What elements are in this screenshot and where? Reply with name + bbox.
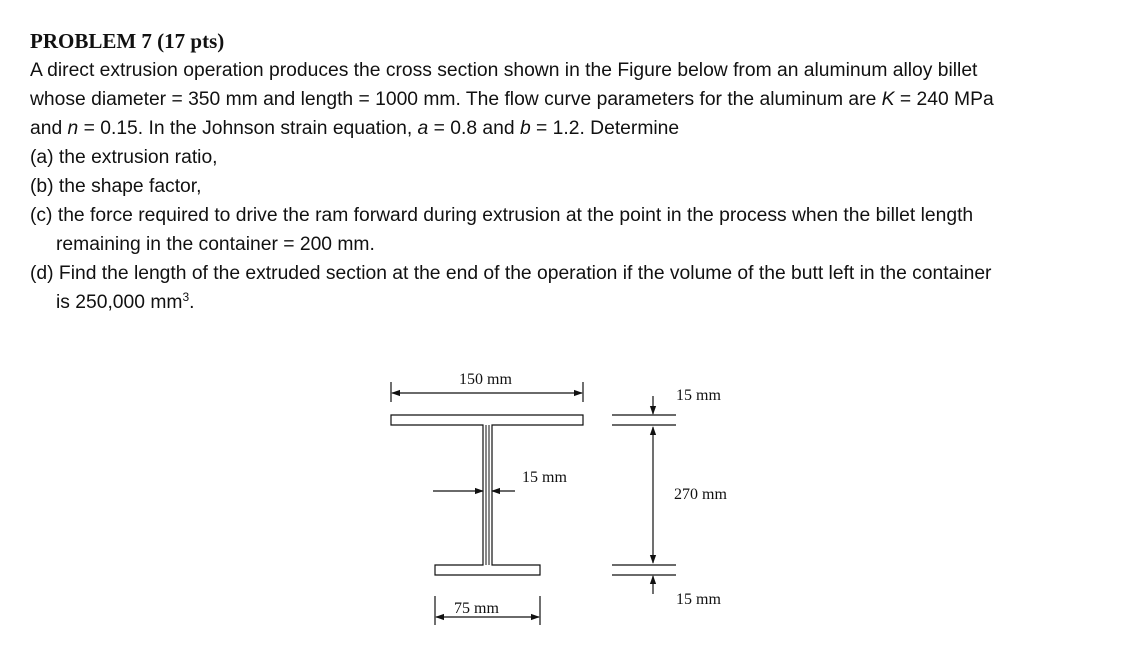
part-a: (a) the extrusion ratio, <box>30 147 218 168</box>
bottom-width-label: 75 mm <box>454 600 499 617</box>
line3-seg-a: and <box>30 118 68 139</box>
i-beam-cross-section <box>391 415 583 575</box>
web-thickness-label: 15 mm <box>522 469 567 486</box>
part-b: (b) the shape factor, <box>30 176 202 197</box>
part-c-line-1: (c) the force required to drive the ram forward during extrusion at the point in the process when the billet length <box>30 205 974 226</box>
problem-title: PROBLEM 7 (17 pts) <box>30 29 225 53</box>
var-a: a <box>417 118 429 139</box>
cubed-superscript: 3 <box>182 290 190 304</box>
part-d-period: . <box>189 292 195 313</box>
statement-line-2-text: whose diameter = 350 mm and length = 1000 mm. The flow curve parameters for the aluminum are <box>30 89 877 110</box>
bottom-flange-label: 15 mm <box>676 591 721 608</box>
statement-line-1: A direct extrusion operation produces the cross section shown in the Figure below from an aluminum alloy billet <box>30 60 978 81</box>
var-n: n <box>67 118 79 139</box>
line3-seg-b: = 0.15. In the Johnson strain equation, <box>78 118 418 139</box>
part-d-line-1: (d) Find the length of the extruded section at the end of the operation if the volume of the butt left in the container <box>30 263 992 284</box>
var-k: K <box>881 89 895 110</box>
part-d-volume: is 250,000 mm <box>56 292 183 313</box>
k-value: = 240 MPa <box>894 89 994 110</box>
part-c-line-2: remaining in the container = 200 mm. <box>56 234 375 255</box>
var-b: b <box>519 118 531 139</box>
top-width-label: 150 mm <box>459 371 512 388</box>
web-height-label: 270 mm <box>674 486 727 503</box>
line3-seg-d: = 1.2. Determine <box>530 118 680 139</box>
top-flange-label: 15 mm <box>676 387 721 404</box>
line3-seg-c: = 0.8 and <box>428 118 520 139</box>
